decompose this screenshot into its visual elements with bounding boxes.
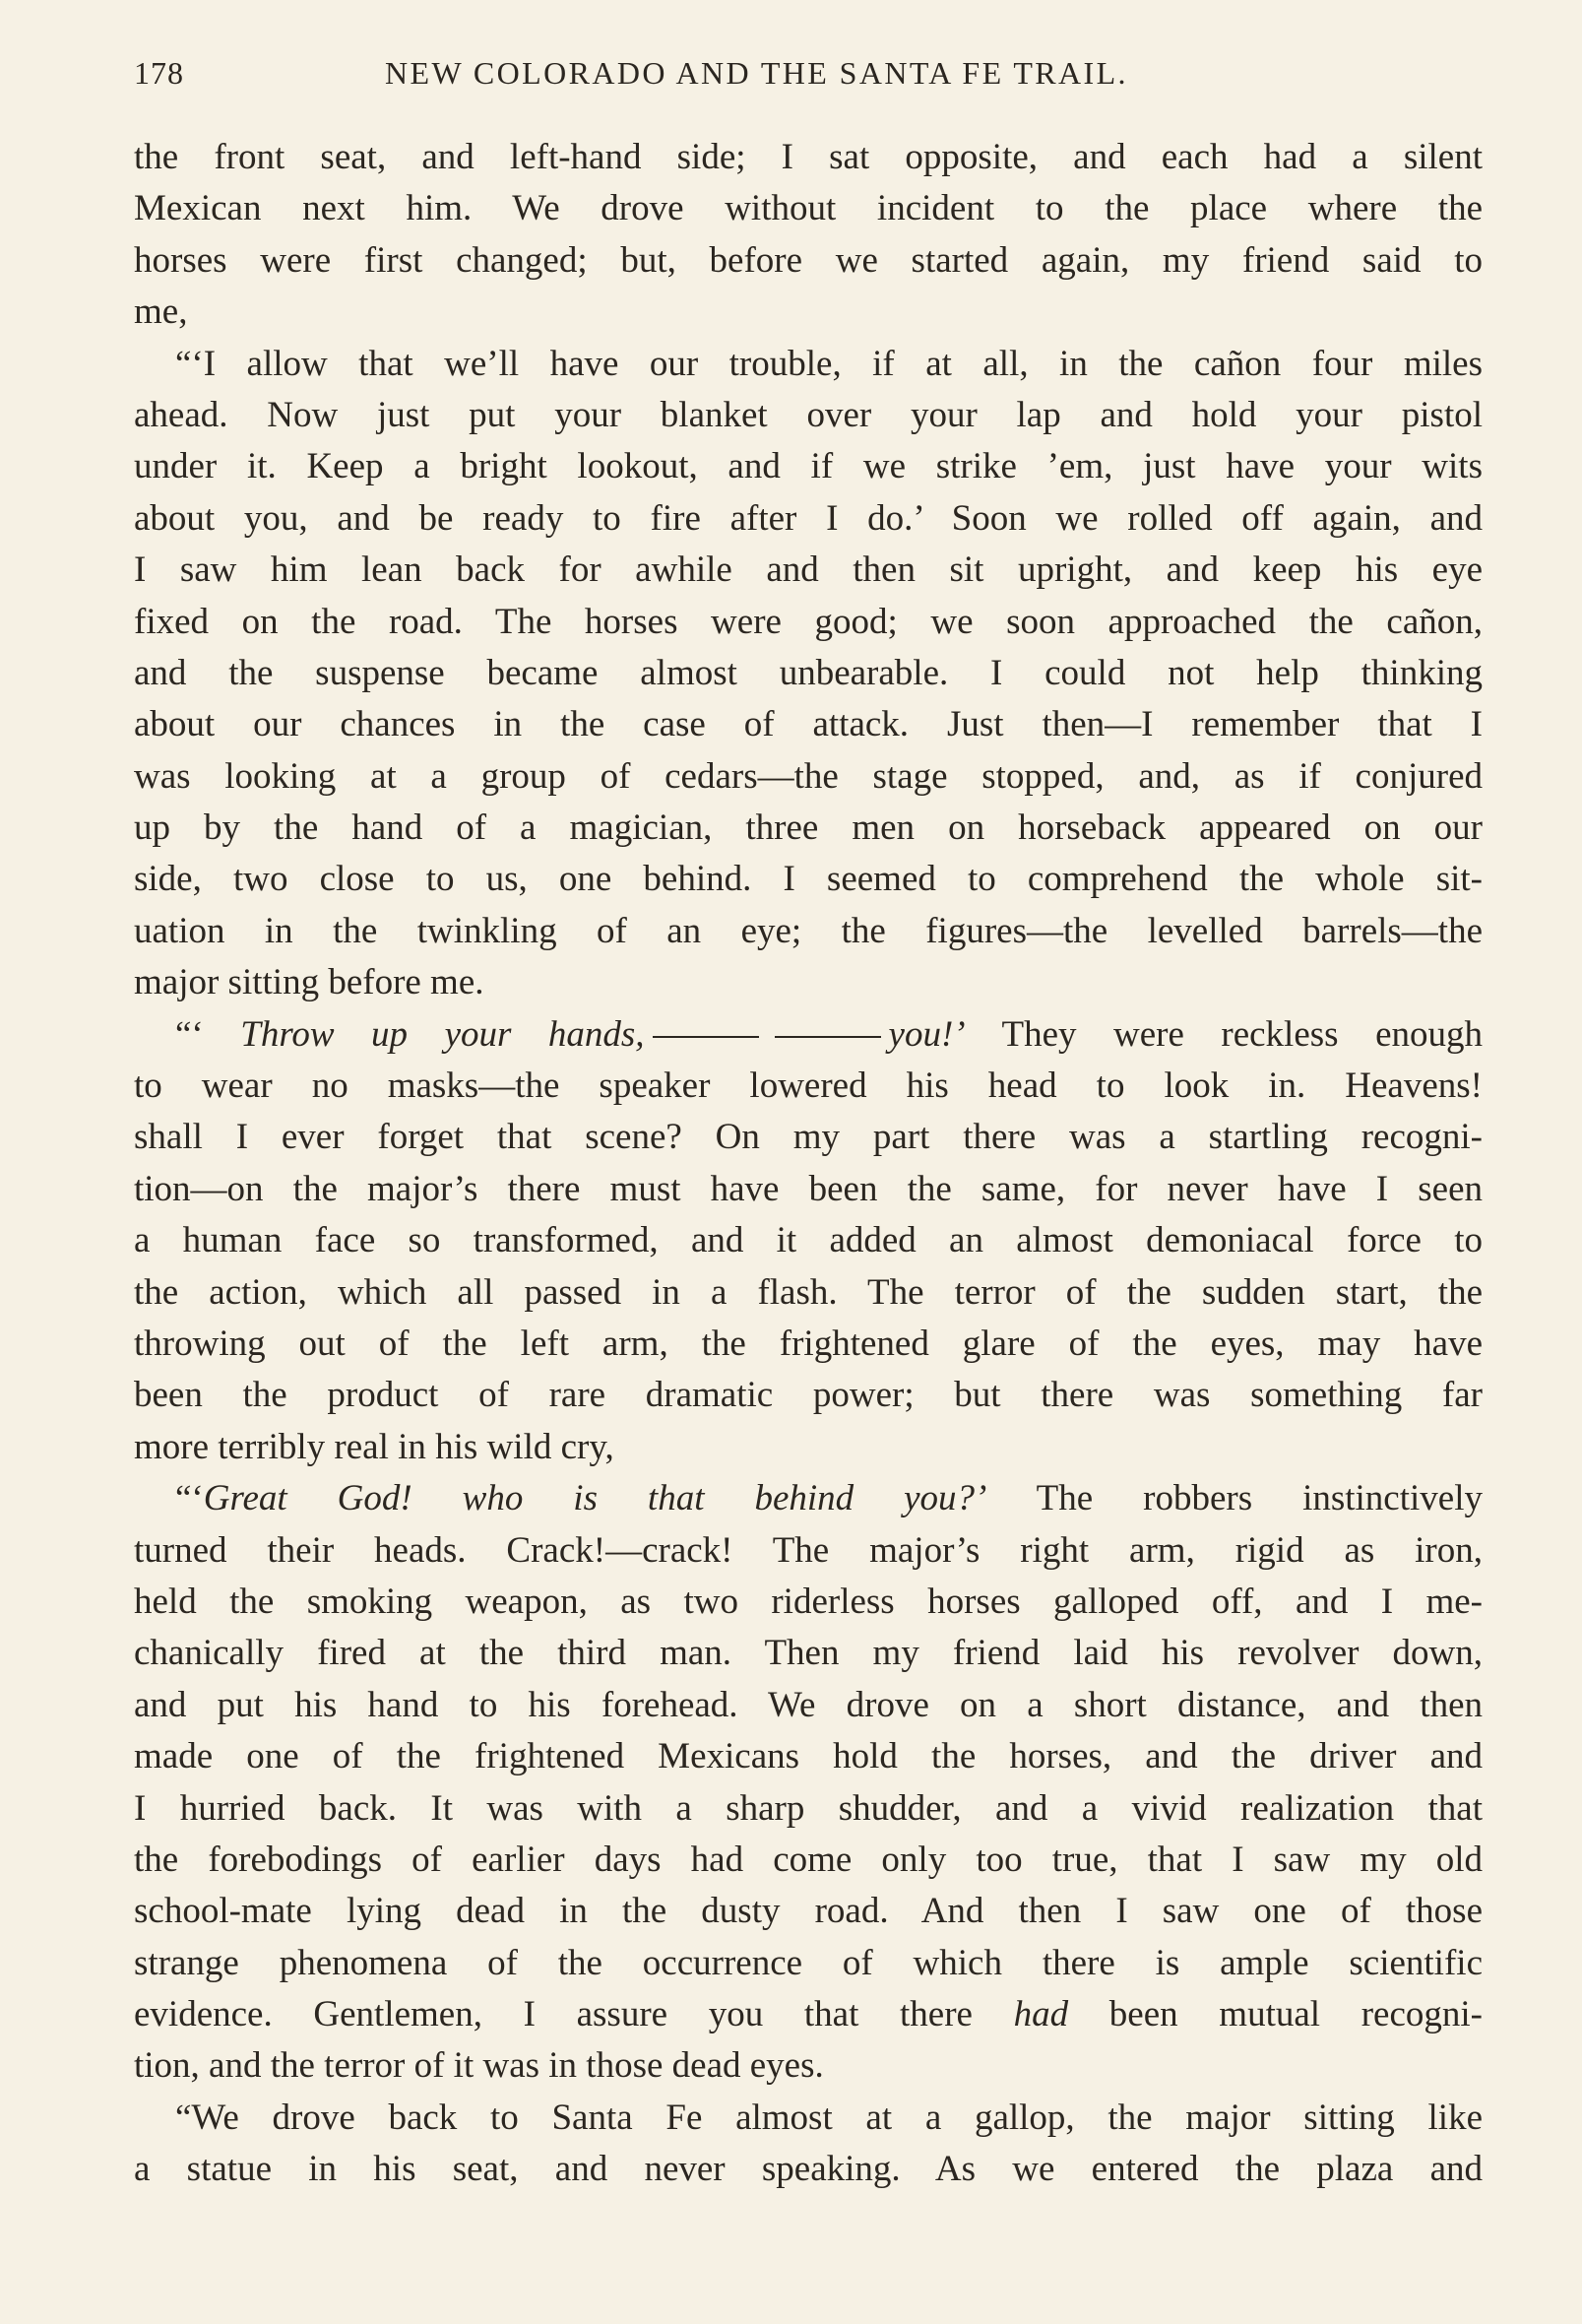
text-line: the forebodings of earlier days had come only too true, that I saw my old (134, 1839, 1483, 1880)
body-text (134, 132, 1483, 2196)
text-line: side, two close to us, one behind. I seemed to comprehend the whole sit- (134, 859, 1483, 900)
running-title: NEW COLORADO AND THE SANTA FE TRAIL. (385, 55, 1128, 91)
elision-dash (775, 1036, 881, 1038)
text-line: the action, which all passed in a flash. The terror of the sudden start, the (134, 1271, 1483, 1313)
text-line: tion, and the terror of it was in those dead eyes. (134, 2045, 824, 2087)
text-line: been the product of rare dramatic power; but there was something far (134, 1375, 1483, 1416)
text-line: held the smoking weapon, as two riderless horses galloped off, and I me- (134, 1581, 1483, 1622)
text-line: I saw him lean back for awhile and then sit upright, and keep his eye (134, 549, 1483, 591)
text-line: made one of the frightened Mexicans hold the horses, and the driver and (134, 1736, 1483, 1777)
text-line: a human face so transformed, and it added an almost demoniacal force to (134, 1220, 1483, 1261)
running-head (134, 55, 1483, 104)
text-line: horses were first changed; but, before we started again, my friend said to (134, 239, 1483, 281)
text-line: shall I ever forget that scene? On my part there was a startling recogni- (134, 1117, 1483, 1158)
italic-word: had (1013, 1994, 1069, 2035)
text-line: up by the hand of a magician, three men on horseback appeared on our (134, 807, 1483, 849)
text-run: They were reckless enough (965, 1013, 1483, 1055)
text-line (134, 1989, 1483, 2040)
text-line: chanically fired at the third man. Then my friend laid his revolver down, (134, 1633, 1483, 1674)
text-line: and the suspense became almost unbearable. I could not help thinking (134, 652, 1483, 693)
text-line: I hurried back. It was with a sharp shudder, and a vivid realization that (134, 1787, 1483, 1829)
text-line: to wear no masks—the speaker lowered his head to look in. Heavens! (134, 1065, 1483, 1107)
text-line: “‘I allow that we’ll have our trouble, if at all, in the cañon four miles (175, 343, 1483, 384)
text-line: a statue in his seat, and never speaking. As we entered the plaza and (134, 2149, 1483, 2190)
text-run: evidence. Gentlemen, I assure you that there (134, 1994, 1014, 2035)
quote-open: “‘ (175, 1013, 241, 1055)
text-line: uation in the twinkling of an eye; the figures—the levelled barrels—the (134, 910, 1483, 951)
italic-phrase: you!’ (888, 1013, 966, 1055)
italic-phrase: Great God! who is that behind you?’ (203, 1478, 987, 1519)
text-line: Mexican next him. We drove without incident to the place where the (134, 188, 1483, 229)
text-line: ahead. Now just put your blanket over your lap and hold your pistol (134, 394, 1483, 435)
text-line: major sitting before me. (134, 962, 484, 1003)
text-line: strange phenomena of the occurrence of which there is ample scientific (134, 1942, 1483, 1983)
text-line: me, (134, 291, 188, 333)
text-line: more terribly real in his wild cry, (134, 1426, 614, 1467)
text-line: was looking at a group of cedars—the stage stopped, and, as if conjured (134, 755, 1483, 797)
text-line: the front seat, and left-hand side; I sat opposite, and each had a silent (134, 137, 1483, 177)
text-line: school-mate lying dead in the dusty road. And then I saw one of those (134, 1891, 1483, 1932)
text-run: The robbers instinctively (986, 1478, 1483, 1519)
text-line: about you, and be ready to fire after I do.’ Soon we rolled off again, and (134, 497, 1483, 539)
text-line (134, 1009, 1483, 1061)
elision-dash (653, 1036, 759, 1038)
italic-phrase: Throw up your hands, (240, 1013, 645, 1055)
text-line: about our chances in the case of attack. Just then—I remember that I (134, 704, 1483, 745)
text-line: and put his hand to his forehead. We drove on a short distance, and then (134, 1684, 1483, 1725)
text-line: throwing out of the left arm, the frightened glare of the eyes, may have (134, 1323, 1483, 1364)
text-line: tion—on the major’s there must have been the same, for never have I seen (134, 1168, 1483, 1209)
text-line: fixed on the road. The horses were good; we soon approached the cañon, (134, 601, 1483, 642)
text-run: been mutual recogni- (1068, 1994, 1483, 2035)
text-line: “We drove back to Santa Fe almost at a gallop, the major sitting like (175, 2097, 1483, 2138)
text-line (134, 1473, 1483, 1524)
quote-open: “‘ (175, 1478, 204, 1519)
page-number: 178 (134, 55, 184, 91)
text-line: under it. Keep a bright lookout, and if we strike ’em, just have your wits (134, 446, 1483, 487)
text-line: turned their heads. Crack!—crack! The major’s right arm, rigid as iron, (134, 1529, 1483, 1571)
